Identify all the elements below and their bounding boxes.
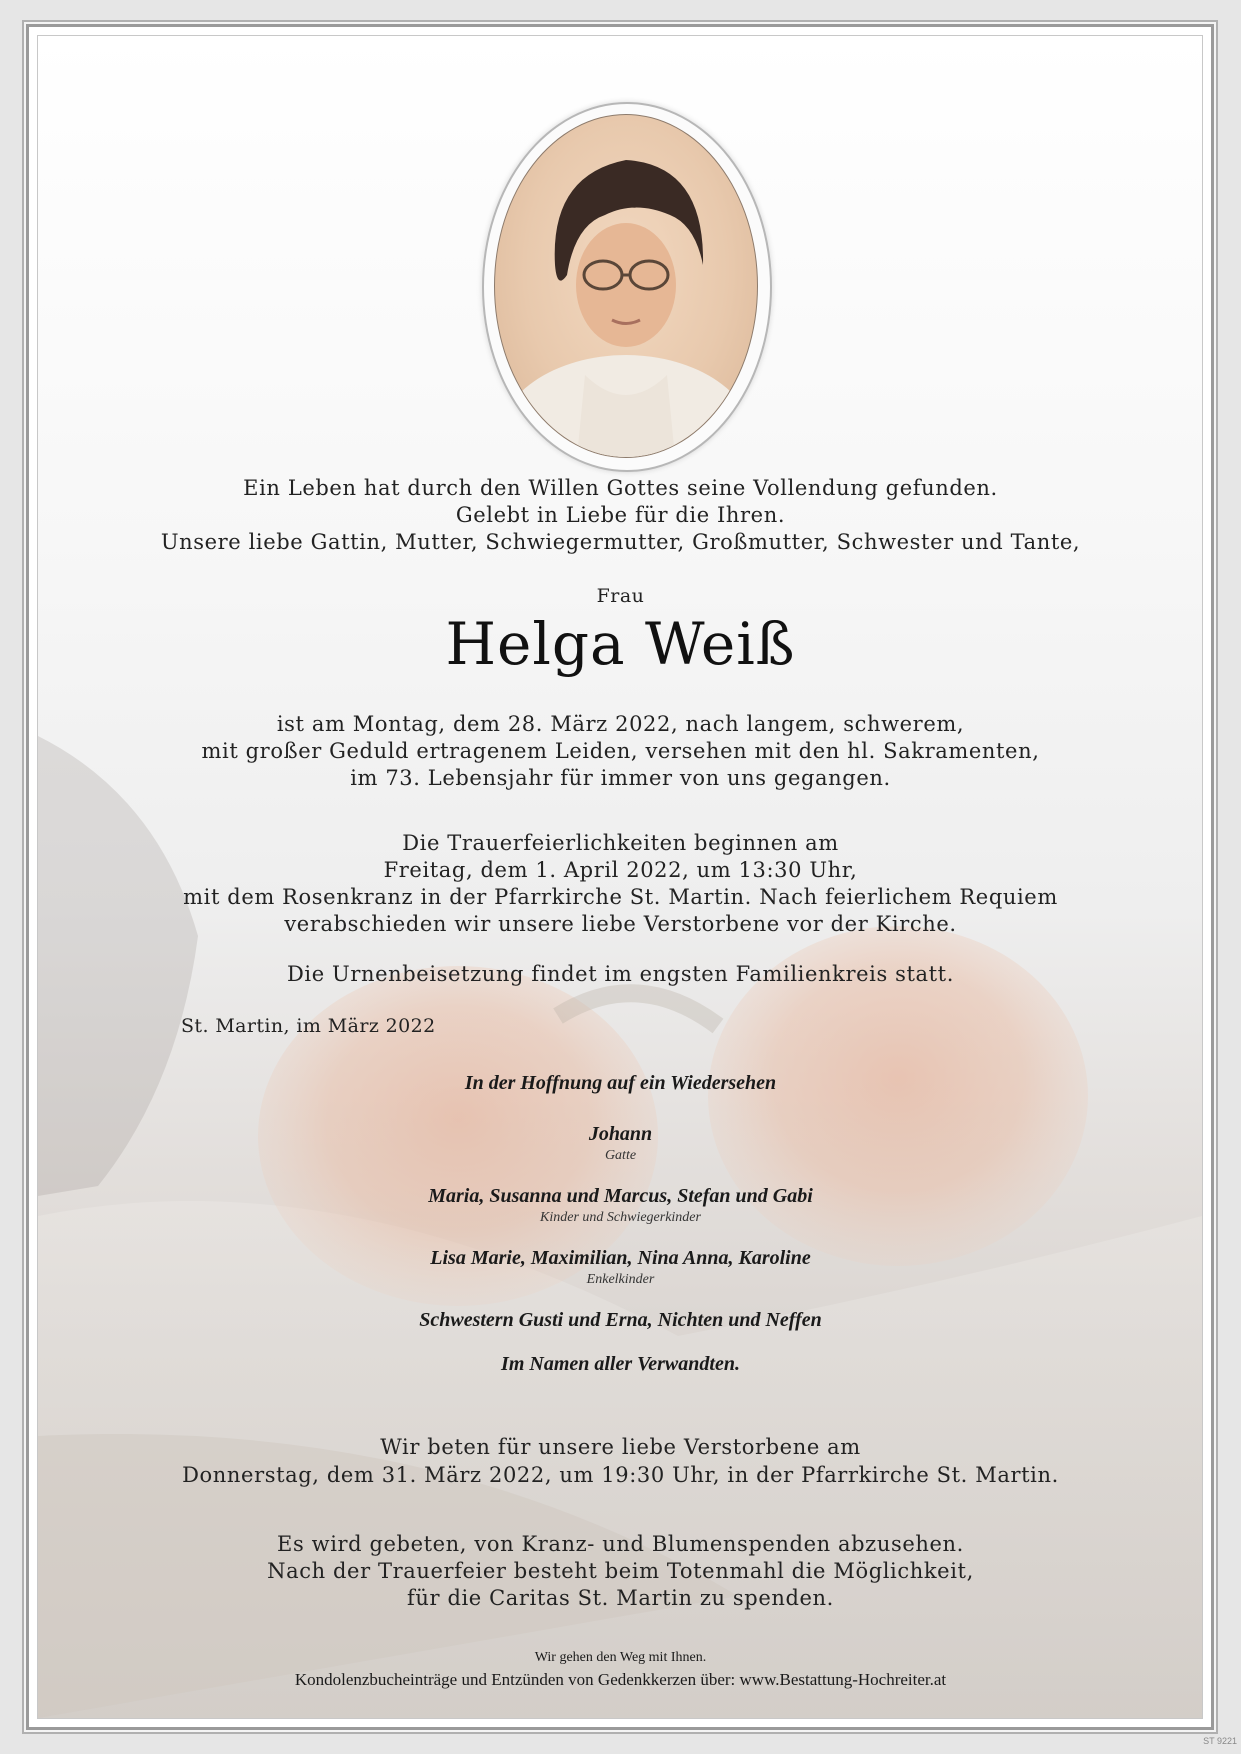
funeral-line: Freitag, dem 1. April 2022, um 13:30 Uhr, bbox=[383, 858, 858, 882]
mourner-role: Enkelkinder bbox=[586, 1272, 655, 1287]
intro-line: Ein Leben hat durch den Willen Gottes seine Vollendung gefunden. bbox=[243, 476, 998, 500]
death-line: ist am Montag, dem 28. März 2022, nach langem, schwerem, bbox=[276, 712, 965, 736]
death-notice bbox=[0, 711, 1241, 792]
portrait-photo bbox=[494, 114, 758, 458]
prayer-notice bbox=[0, 1433, 1241, 1489]
request-line: für die Caritas St. Martin zu spenden. bbox=[407, 1586, 834, 1610]
salutation: Frau bbox=[596, 585, 645, 607]
death-line: im 73. Lebensjahr für immer von uns gegangen. bbox=[350, 766, 891, 790]
mourner-role: Gatte bbox=[604, 1148, 637, 1163]
mourner-names: Lisa Marie, Maximilian, Nina Anna, Karoline bbox=[430, 1247, 811, 1269]
deceased-name: Helga Weiß bbox=[445, 610, 796, 678]
intro-line: Unsere liebe Gattin, Mutter, Schwiegermutter, Großmutter, Schwester und Tante, bbox=[160, 530, 1081, 554]
mourners-heading: In der Hoffnung auf ein Wiedersehen bbox=[464, 1072, 777, 1094]
donation-request bbox=[0, 1531, 1241, 1612]
mourner-names: Maria, Susanna und Marcus, Stefan und Gabi bbox=[428, 1185, 813, 1207]
death-line: mit großer Geduld ertragenem Leiden, versehen mit den hl. Sakramenten, bbox=[201, 739, 1040, 763]
mourners-closing: Im Namen aller Verwandten. bbox=[501, 1353, 740, 1375]
intro-line: Gelebt in Liebe für die Ihren. bbox=[455, 503, 786, 527]
footer-slogan: Wir gehen den Weg mit Ihnen. bbox=[534, 1650, 707, 1665]
portrait-illustration bbox=[495, 115, 757, 457]
funeral-info bbox=[0, 830, 1241, 938]
urn-notice: Die Urnenbeisetzung findet im engsten Familienkreis statt. bbox=[286, 962, 954, 986]
mourner-role: Kinder und Schwiegerkinder bbox=[540, 1210, 701, 1225]
portrait-frame bbox=[482, 102, 772, 472]
request-line: Es wird gebeten, von Kranz- und Blumenspenden abzusehen. bbox=[277, 1532, 964, 1556]
funeral-line: verabschieden wir unsere liebe Verstorbene vor der Kirche. bbox=[284, 912, 957, 936]
footer-website-info: Kondolenzbucheinträge und Entzünden von Gedenkkerzen über: www.Bestattung-Hochreiter.at bbox=[294, 1670, 947, 1689]
prayer-line: Donnerstag, dem 31. März 2022, um 19:30 Uhr, in der Pfarrkirche St. Martin. bbox=[182, 1463, 1059, 1487]
request-line: Nach der Trauerfeier besteht beim Totenmahl die Möglichkeit, bbox=[267, 1559, 974, 1583]
prayer-line: Wir beten für unsere liebe Verstorbene am bbox=[380, 1435, 861, 1459]
place-date: St. Martin, im März 2022 bbox=[181, 1015, 436, 1037]
funeral-line: mit dem Rosenkranz in der Pfarrkirche St. Martin. Nach feierlichem Requiem bbox=[183, 885, 1058, 909]
mourner-names: Schwestern Gusti und Erna, Nichten und Neffen bbox=[419, 1309, 822, 1331]
intro-text bbox=[0, 475, 1241, 556]
mourner-names: Johann bbox=[588, 1123, 653, 1145]
funeral-line: Die Trauerfeierlichkeiten beginnen am bbox=[402, 831, 839, 855]
document-code: ST 9221 bbox=[1203, 1736, 1237, 1746]
